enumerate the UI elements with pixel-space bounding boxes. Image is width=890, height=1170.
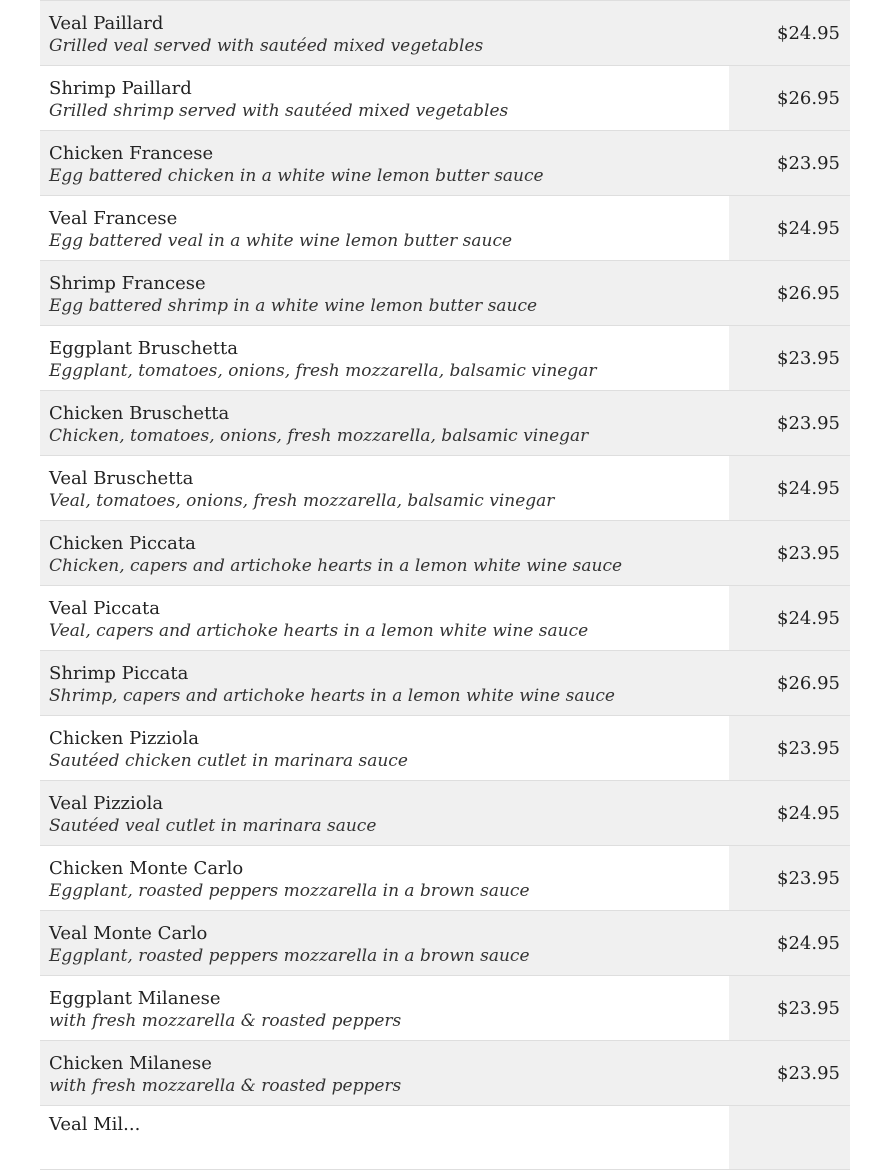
menu-item-description: Egg battered shrimp in a white wine lemon butter sauce [49,296,538,316]
menu-item-cell [40,586,729,650]
menu-item-price: $23.95 [729,976,850,1040]
menu-item-cell [40,456,729,520]
menu-item-description: Eggplant, roasted peppers mozzarella in a brown sauce [49,946,530,966]
menu-item-price: $24.95 [729,781,850,845]
menu-item-name: Chicken Monte Carlo [49,858,244,879]
menu-item-description: with fresh mozzarella & roasted peppers [49,1011,402,1031]
menu-item-description: Egg battered chicken in a white wine lemon butter sauce [49,166,544,186]
menu-item-name: Veal Paillard [49,13,164,34]
menu-item-row [40,520,850,585]
menu-item-cell [40,196,729,260]
menu-item-description: Chicken, tomatoes, onions, fresh mozzarella, balsamic vinegar [49,426,589,446]
menu-item-row [40,390,850,455]
menu-item-description: Chicken, capers and artichoke hearts in a lemon white wine sauce [49,556,623,576]
menu-item-row [40,130,850,195]
menu-item-name: Veal Francese [49,208,178,229]
menu-item-description: Eggplant, tomatoes, onions, fresh mozzarella, balsamic vinegar [49,361,597,381]
menu-item-name: Shrimp Paillard [49,78,192,99]
menu-item-description: Veal, tomatoes, onions, fresh mozzarella, balsamic vinegar [49,491,555,511]
menu-item-name: Veal Piccata [49,598,160,619]
menu-item-price: $23.95 [729,1041,850,1105]
menu-item-row [40,715,850,780]
menu-item-cell [40,261,729,325]
menu-item-row [40,0,850,65]
menu-item-description: Eggplant, roasted peppers mozzarella in a brown sauce [49,881,530,901]
menu-item-row [40,65,850,130]
menu-item-description: Shrimp, capers and artichoke hearts in a lemon white wine sauce [49,686,615,706]
menu-item-row [40,650,850,715]
menu-item-price: $26.95 [729,261,850,325]
menu-item-name: Shrimp Francese [49,273,206,294]
menu-item-row [40,455,850,520]
menu-item-cell [40,781,729,845]
menu-item-description: Egg battered veal in a white wine lemon butter sauce [49,231,513,251]
menu-item-cell [40,521,729,585]
menu-item-description: Sautéed veal cutlet in marinara sauce [49,816,377,836]
menu-item-description: Grilled shrimp served with sautéed mixed vegetables [49,101,509,121]
menu-item-name: Chicken Bruschetta [49,403,230,424]
menu-table [40,0,850,1170]
menu-item-name: Veal Bruschetta [49,468,194,489]
menu-item-row [40,195,850,260]
menu-item-name: Veal Monte Carlo [49,923,208,944]
menu-item-price: $23.95 [729,846,850,910]
menu-item-price: $23.95 [729,521,850,585]
menu-item-cell [40,326,729,390]
menu-item-price: $24.95 [729,911,850,975]
menu-item-cell [40,716,729,780]
menu-item-row [40,325,850,390]
menu-item-cell [40,131,729,195]
menu-item-cell [40,846,729,910]
menu-item-name: Shrimp Piccata [49,663,189,684]
menu-item-row [40,1040,850,1105]
menu-item-cell [40,391,729,455]
menu-item-price: $23.95 [729,716,850,780]
menu-item-name: Eggplant Bruschetta [49,338,238,359]
menu-item-price: $23.95 [729,131,850,195]
menu-item-price: $24.95 [729,1,850,65]
menu-item-name: Eggplant Milanese [49,988,221,1009]
menu-item-row-partial [40,1105,850,1170]
menu-item-description: Veal, capers and artichoke hearts in a lemon white wine sauce [49,621,589,641]
menu-item-description: Grilled veal served with sautéed mixed vegetables [49,36,484,56]
menu-item-cell [40,66,729,130]
menu-item-row [40,260,850,325]
menu-item-price: $26.95 [729,66,850,130]
menu-item-price: $24.95 [729,456,850,520]
menu-item-row [40,910,850,975]
menu-item-name: Veal Pizziola [49,793,164,814]
menu-item-description: Sautéed chicken cutlet in marinara sauce [49,751,408,771]
menu-item-price [729,1106,850,1169]
menu-item-cell [40,1106,729,1169]
menu-item-cell [40,651,729,715]
menu-item-row [40,975,850,1040]
menu-item-row [40,780,850,845]
menu-item-row [40,585,850,650]
menu-item-cell [40,1,729,65]
menu-item-name: Chicken Piccata [49,533,196,554]
menu-item-cell [40,976,729,1040]
menu-item-price: $26.95 [729,651,850,715]
menu-item-price: $24.95 [729,586,850,650]
menu-item-cell [40,1041,729,1105]
menu-item-price: $23.95 [729,391,850,455]
menu-item-name: Chicken Milanese [49,1053,212,1074]
menu-item-price: $23.95 [729,326,850,390]
menu-item-price: $24.95 [729,196,850,260]
menu-item-description: with fresh mozzarella & roasted peppers [49,1076,402,1096]
menu-item-name: Chicken Francese [49,143,214,164]
menu-item-name: Veal Mil... [49,1114,141,1135]
menu-item-cell [40,911,729,975]
menu-item-name: Chicken Pizziola [49,728,199,749]
menu-item-row [40,845,850,910]
